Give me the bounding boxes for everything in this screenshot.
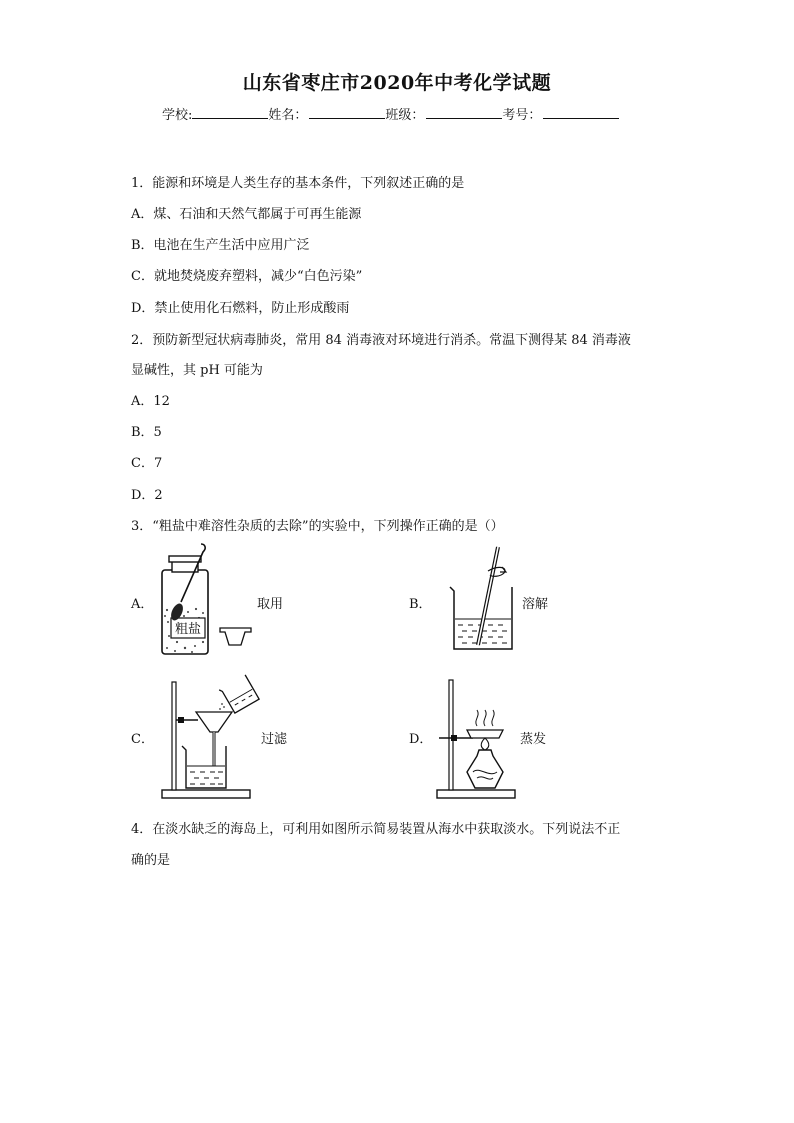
class-label: 班级： bbox=[385, 108, 425, 123]
salt-bottle-diagram bbox=[155, 542, 265, 658]
question-3-option-a-label: 取用 bbox=[257, 597, 284, 612]
dissolving-beaker-diagram bbox=[440, 545, 520, 655]
school-blank[interactable] bbox=[192, 105, 268, 119]
page-title: 山东省枣庄市2020年中考化学试题 bbox=[242, 72, 552, 94]
question-1-stem: 1．能源和环境是人类生存的基本条件，下列叙述正确的是 bbox=[131, 176, 465, 191]
question-1-option-b[interactable]: B．电池在生产生活中应用广泛 bbox=[131, 238, 310, 253]
question-2-stem-line-2: 显碱性，其 pH 可能为 bbox=[131, 363, 263, 378]
class-blank[interactable] bbox=[426, 105, 502, 119]
question-1-option-d[interactable]: D．禁止使用化石燃料，防止形成酸雨 bbox=[131, 301, 350, 316]
school-label: 学校: bbox=[162, 108, 193, 123]
question-3-option-b-label: 溶解 bbox=[522, 597, 549, 612]
bottle-label-text: 粗盐 bbox=[174, 622, 202, 637]
evaporation-apparatus-diagram bbox=[433, 676, 523, 804]
question-2-option-a[interactable]: A．12 bbox=[131, 394, 170, 409]
question-4-stem-line-1: 4．在淡水缺乏的海岛上，可利用如图所示简易装置从海水中获取淡水。下列说法不正 bbox=[131, 822, 621, 837]
student-info-line bbox=[162, 104, 619, 123]
question-1-option-a[interactable]: A．煤、石油和天然气都属于可再生能源 bbox=[131, 207, 362, 222]
question-2-option-c[interactable]: C．7 bbox=[131, 456, 163, 471]
question-4-stem-line-2: 确的是 bbox=[131, 853, 171, 868]
question-3-option-d-label: 蒸发 bbox=[520, 732, 547, 747]
name-label: 姓名： bbox=[268, 108, 308, 123]
question-3-option-d-letter[interactable]: D． bbox=[409, 732, 433, 747]
question-2-option-b[interactable]: B．5 bbox=[131, 425, 162, 440]
question-2-option-d[interactable]: D．2 bbox=[131, 488, 163, 503]
question-1-option-c[interactable]: C．就地焚烧废弃塑料，减少“白色污染” bbox=[131, 269, 363, 284]
filtration-apparatus-diagram bbox=[160, 674, 265, 804]
question-3-option-c-letter[interactable]: C． bbox=[131, 732, 154, 747]
exam-number-label: 考号： bbox=[502, 108, 542, 123]
exam-number-blank[interactable] bbox=[543, 105, 619, 119]
question-2-stem-line-1: 2．预防新型冠状病毒肺炎，常用 84 消毒液对环境进行消杀。常温下测得某 84 消毒液 bbox=[131, 333, 631, 348]
question-3-option-c-label: 过滤 bbox=[261, 732, 288, 747]
question-3-option-a-letter[interactable]: A． bbox=[131, 597, 154, 612]
question-3-stem: 3．“粗盐中难溶性杂质的去除”的实验中，下列操作正确的是（） bbox=[131, 519, 504, 534]
question-3-option-b-letter[interactable]: B． bbox=[409, 597, 432, 612]
name-blank[interactable] bbox=[309, 105, 385, 119]
